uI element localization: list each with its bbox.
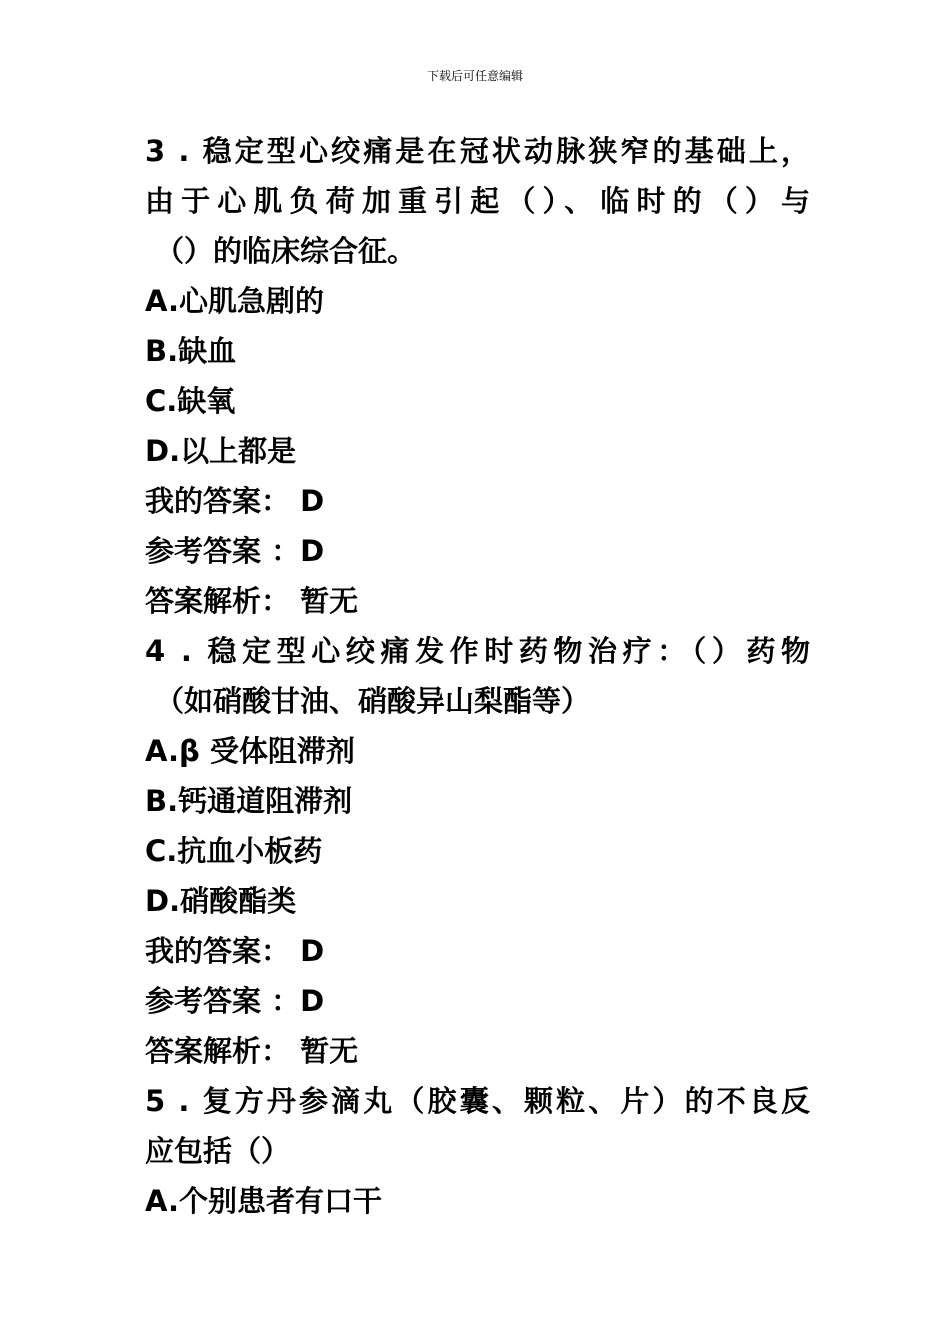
question-3-reference-answer: 参考答案 ：D bbox=[145, 534, 325, 568]
question-3-stem-line-1: 3 . 稳定型心绞痛是在冠状动脉狭窄的基础上， bbox=[145, 134, 810, 168]
question-4-my-answer: 我的答案： D bbox=[145, 934, 325, 968]
question-5-option-a: A.个别患者有口干 bbox=[145, 1184, 382, 1218]
question-3-option-c: C.缺氧 bbox=[145, 384, 236, 418]
question-5-stem-line-2: 应包括（） bbox=[145, 1134, 291, 1168]
question-5-stem-line-1: 5 . 复方丹参滴丸（胶囊、颗粒、片）的不良反 bbox=[145, 1084, 810, 1118]
document-body bbox=[145, 126, 810, 1226]
question-4-analysis: 答案解析： 暂无 bbox=[145, 1034, 359, 1068]
page-header: 下载后可任意编辑 bbox=[426, 69, 523, 83]
question-4-option-b: B.钙通道阻滞剂 bbox=[145, 784, 353, 818]
question-3-stem-line-2: 由于心肌负荷加重引起（）、临时的（）与 bbox=[145, 184, 810, 218]
question-3-option-b: B.缺血 bbox=[145, 334, 237, 368]
question-3-my-answer: 我的答案： D bbox=[145, 484, 325, 518]
question-4-stem-line-2: （如硝酸甘油、硝酸异山梨酯等） bbox=[155, 684, 591, 718]
question-4-option-d: D.硝酸酯类 bbox=[145, 884, 297, 918]
question-3-analysis: 答案解析： 暂无 bbox=[145, 584, 359, 618]
question-4-option-a: A.β 受体阻滞剂 bbox=[145, 734, 355, 768]
question-3-stem-line-3: （）的临床综合征。 bbox=[155, 234, 417, 268]
question-4-option-c: C.抗血小板药 bbox=[145, 834, 323, 868]
question-3-option-d: D.以上都是 bbox=[145, 434, 297, 468]
question-3-option-a: A.心肌急剧的 bbox=[145, 284, 324, 318]
question-4-stem-line-1: 4 . 稳定型心绞痛发作时药物治疗：（）药物 bbox=[145, 634, 810, 668]
question-4-reference-answer: 参考答案 ：D bbox=[145, 984, 325, 1018]
